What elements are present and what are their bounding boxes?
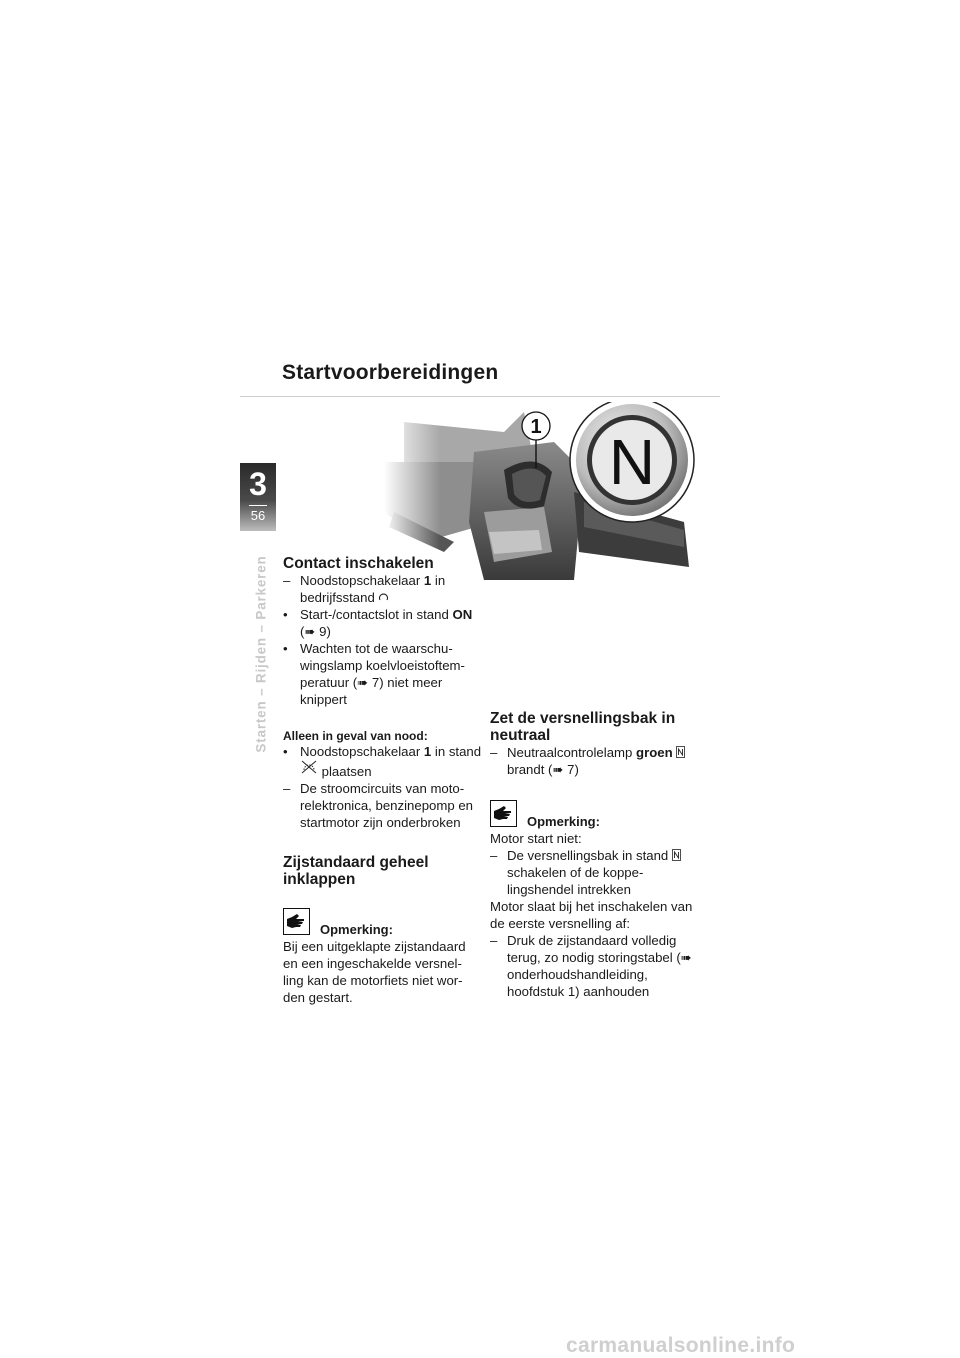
note-label: Opmerking: bbox=[527, 814, 600, 829]
chapter-tab-divider bbox=[249, 505, 267, 506]
contact-heading: Contact inschakelen bbox=[283, 555, 434, 572]
note-hand-icon bbox=[283, 908, 310, 935]
stop-position-icon bbox=[300, 760, 318, 774]
left-column bbox=[283, 555, 483, 1006]
list-item: – De stroomcircuits van moto- relektronica, benzinepomp en startmotor zijn onderbroken bbox=[283, 781, 474, 830]
list-item: – Noodstopschakelaar 1 in bedrijfsstand bbox=[283, 573, 446, 605]
sidestand-note-text: Bij een uitgeklapte zijstandaard en een ingeschakelde versnel- ling kan de motorfiets niet wor- den gestart. bbox=[283, 939, 466, 1005]
side-section-label bbox=[252, 548, 270, 760]
list-item: – Neutraalcontrolelamp groen brandt (➠ 7) bbox=[490, 744, 696, 778]
neutral-indicator-icon bbox=[672, 849, 681, 861]
note-line: Motor start niet: bbox=[490, 831, 582, 846]
list-item: – De versnellingsbak in stand schakelen of de koppe- lingshendel intrekken bbox=[490, 847, 696, 898]
note-list bbox=[490, 932, 696, 1000]
contact-list bbox=[283, 572, 483, 708]
note-block bbox=[283, 908, 483, 935]
page-number: 56 bbox=[250, 508, 266, 523]
note-hand-icon bbox=[490, 800, 517, 827]
emergency-heading: Alleen in geval van nood: bbox=[283, 729, 428, 743]
sidestand-heading: Zijstandaard geheel inklappen bbox=[283, 854, 429, 888]
list-item: • Wachten tot de waarschu- wingslamp koelvloeistoftem- peratuur (➠ 7) niet meer knippert bbox=[283, 641, 465, 707]
neutral-indicator-icon bbox=[676, 746, 685, 758]
list-item: • Start-/contactslot in stand ON (➠ 9) bbox=[283, 607, 473, 639]
title-divider bbox=[240, 396, 720, 397]
run-position-icon bbox=[378, 591, 389, 603]
chapter-number: 3 bbox=[249, 466, 267, 502]
note-block bbox=[490, 800, 696, 827]
list-item: – Druk de zijstandaard volledig terug, zo nodig storingstabel (➠ onderhoudshandleiding, hoofdstuk 1) aanhouden bbox=[490, 933, 692, 999]
page-title: Startvoorbereidingen bbox=[282, 361, 499, 384]
emergency-list bbox=[283, 743, 483, 831]
right-column bbox=[490, 710, 696, 1000]
note-list bbox=[490, 847, 696, 898]
neutral-list bbox=[490, 744, 696, 778]
footer-watermark: carmanualsonline.info bbox=[566, 1334, 796, 1357]
note-label: Opmerking: bbox=[320, 922, 393, 937]
side-label-text: Starten – Rijden – Parkeren bbox=[253, 555, 269, 753]
neutral-heading: Zet de versnellingsbak in neutraal bbox=[490, 710, 676, 744]
note-line: Motor slaat bij het inschakelen van de eerste versnelling af: bbox=[490, 899, 693, 931]
list-marker: – bbox=[283, 573, 291, 588]
list-item: • Noodstopschakelaar 1 in stand plaatsen bbox=[283, 744, 482, 779]
handlebar-switch-figure bbox=[384, 402, 696, 580]
